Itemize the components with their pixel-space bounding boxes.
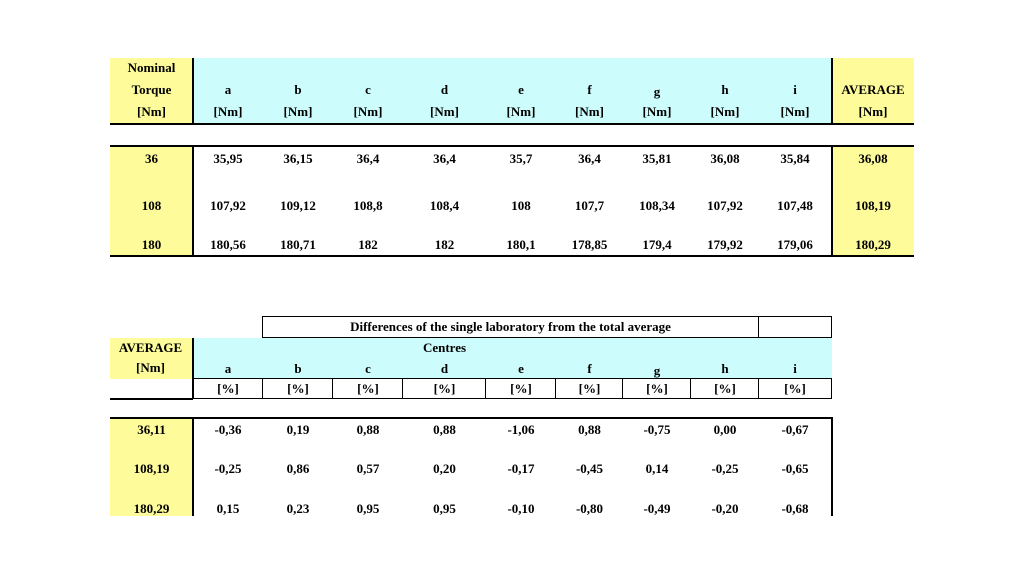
t2-cell: -0,17 [507, 461, 535, 476]
t1-header-a-unit: [Nm] [213, 104, 243, 119]
t2-header-d: d [440, 361, 449, 376]
t2-cell: -0,20 [711, 501, 739, 516]
t1-header-average: AVERAGE [841, 82, 905, 97]
t2-cell: -0,68 [781, 501, 809, 516]
t1-header-nominal-unit: [Nm] [137, 104, 166, 119]
t1-header-f: f [587, 82, 592, 97]
t1-header-d-unit: [Nm] [430, 104, 459, 119]
t2-cell: -0,10 [507, 501, 535, 516]
t1-cell: 35,95 [213, 151, 243, 166]
t2-cell: 0,88 [433, 422, 456, 437]
t2-centres-label: Centres [422, 340, 467, 355]
t1-cell: 107,92 [707, 198, 743, 213]
t2-cell: 0,57 [356, 461, 380, 476]
t1-cell: 35,81 [642, 151, 672, 166]
t1-cell: 107,7 [574, 198, 605, 213]
t1-cell: 182 [358, 237, 378, 252]
t1-body-top-line [110, 145, 914, 147]
t1-header-nominal-2: Torque [131, 82, 172, 97]
t1-cell-nominal: 108 [141, 198, 162, 213]
t2-cell: 0,23 [286, 501, 310, 516]
t1-cell: 180,1 [506, 237, 536, 252]
t2-cell-average: 36,11 [137, 422, 166, 437]
t1-cell: 35,7 [509, 151, 533, 166]
t2-cell: -0,36 [214, 422, 242, 437]
t2-cell: -0,25 [214, 461, 242, 476]
t1-cell: 108,8 [353, 198, 383, 213]
t1-header-a: a [224, 82, 232, 97]
t2-vline [831, 417, 833, 516]
t1-header-d: d [440, 82, 449, 97]
t2-cell: -0,67 [781, 422, 809, 437]
t2-cell: -0,65 [781, 461, 809, 476]
t2-cell: -0,25 [711, 461, 739, 476]
t1-header-i-unit: [Nm] [780, 104, 810, 119]
t1-cell: 179,4 [642, 237, 672, 252]
t2-unit-d: [%] [433, 381, 456, 396]
t1-cell: 180,71 [280, 237, 316, 252]
t1-cell: 179,92 [707, 237, 743, 252]
t2-cell: 0,00 [713, 422, 737, 437]
t2-header-bottom-line [110, 398, 193, 400]
t2-unit-g: [%] [646, 381, 668, 396]
t2-header-average: AVERAGE [118, 340, 183, 355]
t2-cell: -0,80 [575, 501, 604, 516]
t1-cell: 36,08 [710, 151, 740, 166]
t2-unit-c: [%] [357, 381, 379, 396]
t2-header-b: b [294, 361, 302, 376]
t1-body-bottom-line [110, 255, 914, 257]
t1-cell: 107,48 [777, 198, 813, 213]
t2-cell: 0,88 [356, 422, 380, 437]
t1-cell: 180,56 [210, 237, 246, 252]
t2-cell: 0,95 [356, 501, 380, 516]
t2-header-h: h [721, 361, 729, 376]
t1-cell: 108 [511, 198, 531, 213]
t2-cell: -0,49 [643, 501, 671, 516]
t2-cell-average: 108,19 [133, 461, 170, 476]
t2-unit-i: [%] [784, 381, 806, 396]
t1-header-e-unit: [Nm] [506, 104, 536, 119]
t1-header-nominal-1: Nominal [127, 60, 176, 75]
t2-header-f: f [587, 361, 592, 376]
t1-header-h: h [721, 82, 729, 97]
t2-cell: -0,75 [643, 422, 671, 437]
t1-cell: 178,85 [571, 237, 608, 252]
t2-header-c: c [365, 361, 371, 376]
t1-header-f-unit: [Nm] [575, 104, 604, 119]
t1-header-b-unit: [Nm] [283, 104, 313, 119]
t2-cell: 0,19 [286, 422, 310, 437]
t1-cell-nominal: 36 [145, 151, 158, 166]
t2-header-e: e [518, 361, 524, 376]
t1-header-g-unit: [Nm] [642, 104, 672, 119]
t1-cell-nominal: 180 [141, 237, 162, 252]
t1-cell: 182 [434, 237, 455, 252]
t1-header-c: c [365, 82, 371, 97]
t1-cell: 108,4 [429, 198, 460, 213]
t1-header-average-unit: [Nm] [858, 104, 888, 119]
t1-cell-average: 36,08 [858, 151, 888, 166]
t2-unit-e: [%] [510, 381, 532, 396]
t2-title-empty-cell [758, 316, 832, 338]
t1-cell: 108,34 [639, 198, 675, 213]
t2-vline [192, 338, 194, 399]
t1-cell: 36,4 [578, 151, 601, 166]
t1-header-b: b [294, 82, 302, 97]
t2-cell-average: 180,29 [133, 501, 170, 516]
t2-cell: -0,45 [575, 461, 604, 476]
t1-header-e: e [518, 82, 524, 97]
t2-title: Differences of the single laboratory from the total average [350, 319, 671, 334]
t1-cell: 36,4 [433, 151, 456, 166]
t1-cell: 35,84 [780, 151, 810, 166]
t1-cell: 109,12 [280, 198, 316, 213]
t2-body-top-line [110, 417, 832, 419]
t2-header-average-unit: [Nm] [136, 360, 165, 375]
t2-unit-h: [%] [714, 381, 736, 396]
t1-cell: 179,06 [777, 237, 813, 252]
t2-cell: -1,06 [507, 422, 535, 437]
t1-cell: 36,4 [356, 151, 380, 166]
t2-cell: 0,88 [578, 422, 601, 437]
t1-header-bottom-line [110, 123, 914, 125]
t2-header-i: i [793, 361, 797, 376]
t1-cell: 107,92 [210, 198, 246, 213]
t2-cell: 0,20 [433, 461, 456, 476]
t1-header-h-unit: [Nm] [710, 104, 740, 119]
t1-cell: 36,15 [283, 151, 313, 166]
t2-header-g: g [653, 363, 661, 378]
t1-cell-average: 180,29 [855, 237, 891, 252]
t2-cell: 0,95 [433, 501, 456, 516]
t2-cell: 0,15 [216, 501, 240, 516]
t1-header-c-unit: [Nm] [353, 104, 383, 119]
t2-header-a: a [224, 361, 232, 376]
t2-cell: 0,14 [645, 461, 669, 476]
t1-header-i: i [793, 82, 797, 97]
t1-cell-average: 108,19 [855, 198, 891, 213]
t2-unit-f: [%] [578, 381, 601, 396]
t1-header-g: g [653, 84, 661, 99]
t2-cell: 0,86 [286, 461, 310, 476]
t2-unit-b: [%] [287, 381, 309, 396]
t2-unit-a: [%] [217, 381, 239, 396]
